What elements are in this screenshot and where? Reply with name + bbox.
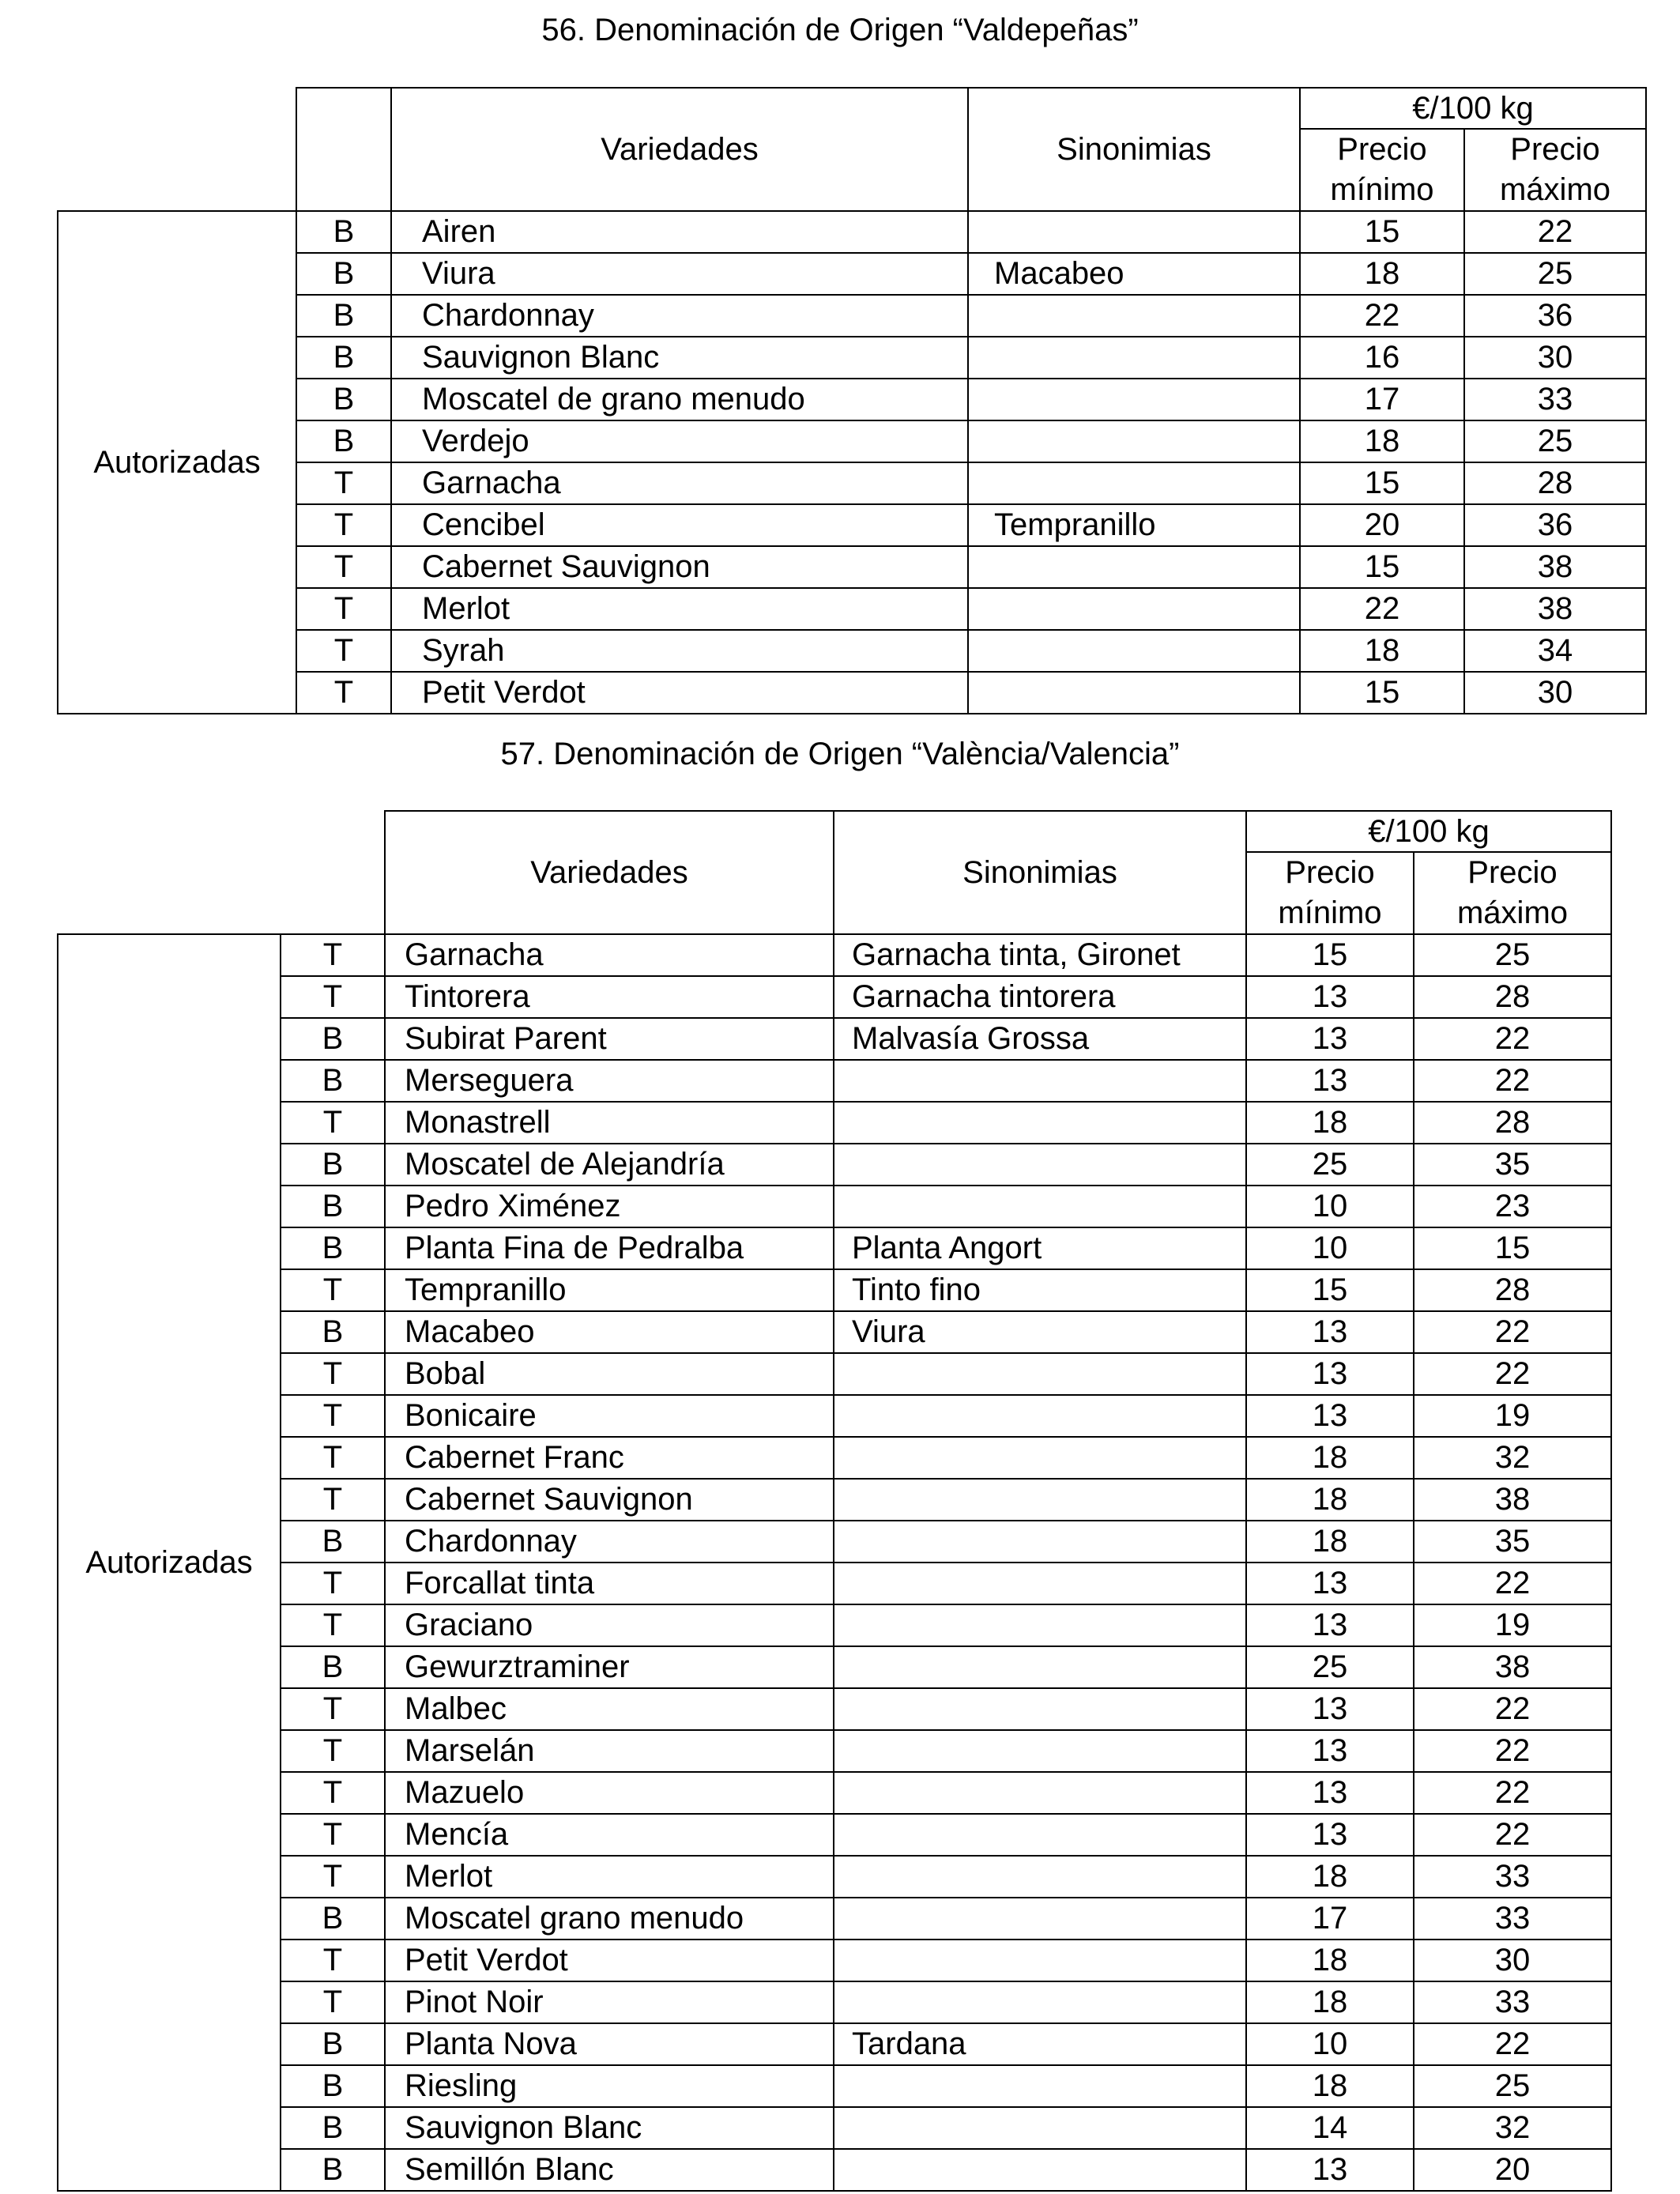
color-cell: T xyxy=(281,934,385,976)
max-price-cell: 36 xyxy=(1464,295,1646,337)
color-cell: B xyxy=(281,1646,385,1688)
min-price-cell: 18 xyxy=(1246,1981,1414,2023)
color-cell: T xyxy=(281,1772,385,1814)
min-price-cell: 15 xyxy=(1300,672,1464,714)
max-price-cell: 25 xyxy=(1464,253,1646,295)
min-price-cell: 18 xyxy=(1246,1856,1414,1898)
min-price-cell: 10 xyxy=(1246,1227,1414,1269)
variety-cell: Petit Verdot xyxy=(385,1940,834,1981)
color-cell: T xyxy=(281,1688,385,1730)
max-price-cell: 28 xyxy=(1464,462,1646,504)
synonym-cell: Garnacha tinta, Gironet xyxy=(834,934,1246,976)
min-price-cell: 13 xyxy=(1246,1353,1414,1395)
max-price-cell: 22 xyxy=(1414,1730,1611,1772)
synonym-cell xyxy=(834,1856,1246,1898)
min-price-cell: 18 xyxy=(1300,253,1464,295)
synonym-cell xyxy=(834,1102,1246,1144)
table-row xyxy=(58,1604,1611,1646)
table-row xyxy=(58,934,1611,976)
color-cell: B xyxy=(296,337,391,379)
variety-cell: Garnacha xyxy=(385,934,834,976)
table-row xyxy=(58,976,1611,1018)
table-row xyxy=(58,211,1646,253)
variety-cell: Forcallat tinta xyxy=(385,1563,834,1604)
table-row xyxy=(58,1186,1611,1227)
synonyms-header: Sinonimias xyxy=(968,88,1300,211)
table-row xyxy=(58,1688,1611,1730)
synonym-cell xyxy=(834,2065,1246,2107)
table-row xyxy=(58,2065,1611,2107)
min-price-cell: 20 xyxy=(1300,504,1464,546)
synonym-cell: Tempranillo xyxy=(968,504,1300,546)
min-price-cell: 22 xyxy=(1300,588,1464,630)
min-price-cell: 13 xyxy=(1246,1395,1414,1437)
variety-cell: Subirat Parent xyxy=(385,1018,834,1060)
color-header xyxy=(296,88,391,211)
variety-cell: Airen xyxy=(391,211,968,253)
variety-cell: Merlot xyxy=(391,588,968,630)
max-price-header: Precio máximo xyxy=(1414,852,1611,934)
color-cell: T xyxy=(281,1437,385,1479)
synonym-cell xyxy=(834,2107,1246,2149)
table-row xyxy=(58,2107,1611,2149)
min-price-cell: 10 xyxy=(1246,1186,1414,1227)
min-price-cell: 13 xyxy=(1246,1311,1414,1353)
min-price-cell: 16 xyxy=(1300,337,1464,379)
max-price-cell: 38 xyxy=(1464,588,1646,630)
max-price-cell: 28 xyxy=(1414,1269,1611,1311)
min-price-cell: 13 xyxy=(1246,1018,1414,1060)
max-price-cell: 30 xyxy=(1464,337,1646,379)
variety-cell: Moscatel de grano menudo xyxy=(391,379,968,420)
min-price-cell: 14 xyxy=(1246,2107,1414,2149)
color-cell: T xyxy=(281,1563,385,1604)
synonym-cell xyxy=(968,672,1300,714)
synonym-cell xyxy=(968,211,1300,253)
table-row xyxy=(58,1646,1611,1688)
color-cell: T xyxy=(296,546,391,588)
table-row xyxy=(58,2149,1611,2191)
color-cell: B xyxy=(281,1311,385,1353)
color-cell: B xyxy=(281,2107,385,2149)
variety-cell: Macabeo xyxy=(385,1311,834,1353)
min-price-cell: 15 xyxy=(1246,1269,1414,1311)
max-price-cell: 38 xyxy=(1464,546,1646,588)
min-price-cell: 13 xyxy=(1246,1730,1414,1772)
table-row xyxy=(58,1772,1611,1814)
color-cell: T xyxy=(281,1730,385,1772)
synonym-cell xyxy=(834,1395,1246,1437)
max-price-cell: 25 xyxy=(1414,934,1611,976)
variety-cell: Sauvignon Blanc xyxy=(391,337,968,379)
table-row xyxy=(58,337,1646,379)
empty-corner xyxy=(58,88,296,211)
variety-cell: Riesling xyxy=(385,2065,834,2107)
variety-cell: Petit Verdot xyxy=(391,672,968,714)
max-price-cell: 15 xyxy=(1414,1227,1611,1269)
color-cell: B xyxy=(281,1018,385,1060)
color-cell: B xyxy=(281,1898,385,1940)
table-row xyxy=(58,1018,1611,1060)
min-price-header: Precio mínimo xyxy=(1246,852,1414,934)
min-price-cell: 18 xyxy=(1246,1479,1414,1521)
variety-cell: Gewurztraminer xyxy=(385,1646,834,1688)
max-price-cell: 33 xyxy=(1414,1981,1611,2023)
max-price-cell: 22 xyxy=(1414,1772,1611,1814)
table-row xyxy=(58,1940,1611,1981)
synonym-cell xyxy=(834,1479,1246,1521)
synonym-cell xyxy=(834,1814,1246,1856)
variety-cell: Planta Fina de Pedralba xyxy=(385,1227,834,1269)
min-price-cell: 10 xyxy=(1246,2023,1414,2065)
max-price-cell: 34 xyxy=(1464,630,1646,672)
max-price-cell: 35 xyxy=(1414,1144,1611,1186)
table-row xyxy=(58,462,1646,504)
color-cell: B xyxy=(281,1144,385,1186)
color-cell: B xyxy=(296,211,391,253)
synonym-cell xyxy=(834,1688,1246,1730)
table-row xyxy=(58,1269,1611,1311)
table-row xyxy=(58,1311,1611,1353)
table-56-title: 56. Denominación de Origen “Valdepeñas” xyxy=(541,13,1139,47)
color-cell: T xyxy=(296,462,391,504)
color-cell: T xyxy=(296,504,391,546)
table-row xyxy=(58,2023,1611,2065)
color-cell: T xyxy=(281,1479,385,1521)
color-cell: B xyxy=(281,1227,385,1269)
table-row xyxy=(58,504,1646,546)
variety-cell: Merlot xyxy=(385,1856,834,1898)
synonym-cell xyxy=(834,1772,1246,1814)
synonym-cell xyxy=(968,630,1300,672)
min-price-cell: 17 xyxy=(1246,1898,1414,1940)
table-57-body xyxy=(58,934,1611,2191)
max-price-cell: 23 xyxy=(1414,1186,1611,1227)
variety-cell: Chardonnay xyxy=(391,295,968,337)
max-price-cell: 32 xyxy=(1414,1437,1611,1479)
color-cell: T xyxy=(296,672,391,714)
max-price-cell: 22 xyxy=(1414,1060,1611,1102)
table-row xyxy=(58,1521,1611,1563)
synonyms-header: Sinonimias xyxy=(834,811,1246,934)
table-57-title: 57. Denominación de Origen “València/Valencia” xyxy=(500,737,1180,771)
max-price-cell: 25 xyxy=(1464,420,1646,462)
min-price-cell: 13 xyxy=(1246,1060,1414,1102)
color-cell: B xyxy=(296,295,391,337)
max-price-cell: 38 xyxy=(1414,1646,1611,1688)
color-cell: T xyxy=(296,630,391,672)
table-row xyxy=(58,1144,1611,1186)
color-cell: T xyxy=(296,588,391,630)
synonym-cell: Garnacha tintorera xyxy=(834,976,1246,1018)
table-row xyxy=(58,420,1646,462)
max-price-cell: 32 xyxy=(1414,2107,1611,2149)
table-row xyxy=(58,1981,1611,2023)
min-price-cell: 13 xyxy=(1246,1563,1414,1604)
variety-cell: Sauvignon Blanc xyxy=(385,2107,834,2149)
max-price-cell: 36 xyxy=(1464,504,1646,546)
min-price-cell: 18 xyxy=(1246,1102,1414,1144)
variety-cell: Malbec xyxy=(385,1688,834,1730)
table-row xyxy=(58,1395,1611,1437)
min-price-cell: 18 xyxy=(1246,1437,1414,1479)
synonym-cell xyxy=(834,1353,1246,1395)
color-cell: T xyxy=(281,1814,385,1856)
table-row xyxy=(58,1102,1611,1144)
variety-cell: Verdejo xyxy=(391,420,968,462)
min-price-cell: 25 xyxy=(1246,1646,1414,1688)
max-price-cell: 38 xyxy=(1414,1479,1611,1521)
synonym-cell: Malvasía Grossa xyxy=(834,1018,1246,1060)
variety-cell: Mencía xyxy=(385,1814,834,1856)
color-cell: T xyxy=(281,1604,385,1646)
color-cell: T xyxy=(281,1102,385,1144)
color-cell: B xyxy=(296,379,391,420)
variety-cell: Moscatel de Alejandría xyxy=(385,1144,834,1186)
color-cell: B xyxy=(281,1060,385,1102)
min-price-cell: 13 xyxy=(1246,1604,1414,1646)
table-row xyxy=(58,1898,1611,1940)
synonym-cell xyxy=(834,1898,1246,1940)
variety-cell: Cabernet Sauvignon xyxy=(391,546,968,588)
table-row xyxy=(58,1227,1611,1269)
synonym-cell xyxy=(834,1437,1246,1479)
varieties-header: Variedades xyxy=(391,88,968,211)
synonym-cell xyxy=(834,1646,1246,1688)
max-price-cell: 28 xyxy=(1414,976,1611,1018)
synonym-cell: Tardana xyxy=(834,2023,1246,2065)
min-price-cell: 15 xyxy=(1300,462,1464,504)
table-row xyxy=(58,672,1646,714)
group-label: Autorizadas xyxy=(58,211,296,714)
variety-cell: Pinot Noir xyxy=(385,1981,834,2023)
min-price-cell: 13 xyxy=(1246,976,1414,1018)
group-label: Autorizadas xyxy=(58,934,281,2191)
color-cell: T xyxy=(281,976,385,1018)
variety-cell: Pedro Ximénez xyxy=(385,1186,834,1227)
min-price-cell: 18 xyxy=(1246,2065,1414,2107)
color-cell: B xyxy=(281,2065,385,2107)
min-price-cell: 13 xyxy=(1246,1772,1414,1814)
table-56-body xyxy=(58,211,1646,714)
variety-cell: Mazuelo xyxy=(385,1772,834,1814)
price-unit-header: €/100 kg xyxy=(1246,811,1611,852)
min-price-header: Precio mínimo xyxy=(1300,129,1464,211)
table-row xyxy=(58,253,1646,295)
max-price-cell: 20 xyxy=(1414,2149,1611,2191)
table-56 xyxy=(57,87,1647,714)
synonym-cell xyxy=(834,1730,1246,1772)
table-row xyxy=(58,1353,1611,1395)
synonym-cell xyxy=(968,379,1300,420)
color-cell: T xyxy=(281,1353,385,1395)
color-cell: B xyxy=(281,1186,385,1227)
table-row xyxy=(58,1814,1611,1856)
max-price-cell: 22 xyxy=(1414,1814,1611,1856)
table-57 xyxy=(57,810,1612,2192)
min-price-cell: 18 xyxy=(1246,1521,1414,1563)
min-price-cell: 25 xyxy=(1246,1144,1414,1186)
varieties-header: Variedades xyxy=(385,811,834,934)
max-price-header: Precio máximo xyxy=(1464,129,1646,211)
synonym-cell: Tinto fino xyxy=(834,1269,1246,1311)
max-price-cell: 33 xyxy=(1414,1856,1611,1898)
variety-cell: Monastrell xyxy=(385,1102,834,1144)
max-price-cell: 22 xyxy=(1414,1563,1611,1604)
variety-cell: Tintorera xyxy=(385,976,834,1018)
synonym-cell xyxy=(834,1940,1246,1981)
synonym-cell: Planta Angort xyxy=(834,1227,1246,1269)
max-price-cell: 35 xyxy=(1414,1521,1611,1563)
variety-cell: Syrah xyxy=(391,630,968,672)
color-cell: B xyxy=(296,253,391,295)
table-row xyxy=(58,1563,1611,1604)
color-cell: T xyxy=(281,1856,385,1898)
variety-cell: Bobal xyxy=(385,1353,834,1395)
table-row xyxy=(58,1060,1611,1102)
color-cell: T xyxy=(281,1269,385,1311)
min-price-cell: 13 xyxy=(1246,1814,1414,1856)
min-price-cell: 18 xyxy=(1246,1940,1414,1981)
table-row xyxy=(58,1730,1611,1772)
synonym-cell xyxy=(834,1186,1246,1227)
synonym-cell xyxy=(834,1563,1246,1604)
variety-cell: Merseguera xyxy=(385,1060,834,1102)
color-cell: B xyxy=(281,1521,385,1563)
variety-cell: Chardonnay xyxy=(385,1521,834,1563)
synonym-cell xyxy=(968,588,1300,630)
variety-cell: Semillón Blanc xyxy=(385,2149,834,2191)
max-price-cell: 22 xyxy=(1414,2023,1611,2065)
synonym-cell xyxy=(968,546,1300,588)
synonym-cell xyxy=(834,2149,1246,2191)
variety-cell: Bonicaire xyxy=(385,1395,834,1437)
max-price-cell: 33 xyxy=(1414,1898,1611,1940)
variety-cell: Marselán xyxy=(385,1730,834,1772)
table-row xyxy=(58,295,1646,337)
variety-cell: Cabernet Franc xyxy=(385,1437,834,1479)
variety-cell: Garnacha xyxy=(391,462,968,504)
synonym-cell xyxy=(834,1521,1246,1563)
min-price-cell: 13 xyxy=(1246,2149,1414,2191)
synonym-cell xyxy=(968,337,1300,379)
min-price-cell: 18 xyxy=(1300,630,1464,672)
table-row xyxy=(58,546,1646,588)
max-price-cell: 19 xyxy=(1414,1604,1611,1646)
table-row xyxy=(58,1856,1611,1898)
variety-cell: Graciano xyxy=(385,1604,834,1646)
variety-cell: Planta Nova xyxy=(385,2023,834,2065)
synonym-cell xyxy=(968,295,1300,337)
table-row xyxy=(58,630,1646,672)
table-row xyxy=(58,588,1646,630)
synonym-cell xyxy=(834,1144,1246,1186)
max-price-cell: 28 xyxy=(1414,1102,1611,1144)
min-price-cell: 15 xyxy=(1246,934,1414,976)
max-price-cell: 22 xyxy=(1414,1311,1611,1353)
color-cell: B xyxy=(296,420,391,462)
synonym-cell: Macabeo xyxy=(968,253,1300,295)
min-price-cell: 22 xyxy=(1300,295,1464,337)
variety-cell: Viura xyxy=(391,253,968,295)
table-row xyxy=(58,1437,1611,1479)
synonym-cell xyxy=(834,1604,1246,1646)
color-cell: T xyxy=(281,1940,385,1981)
min-price-cell: 15 xyxy=(1300,546,1464,588)
max-price-cell: 25 xyxy=(1414,2065,1611,2107)
min-price-cell: 13 xyxy=(1246,1688,1414,1730)
color-cell: T xyxy=(281,1395,385,1437)
max-price-cell: 30 xyxy=(1464,672,1646,714)
max-price-cell: 22 xyxy=(1414,1688,1611,1730)
synonym-cell: Viura xyxy=(834,1311,1246,1353)
max-price-cell: 33 xyxy=(1464,379,1646,420)
variety-cell: Cabernet Sauvignon xyxy=(385,1479,834,1521)
color-cell: B xyxy=(281,2149,385,2191)
empty-corner xyxy=(58,811,385,934)
max-price-cell: 19 xyxy=(1414,1395,1611,1437)
color-cell: T xyxy=(281,1981,385,2023)
max-price-cell: 30 xyxy=(1414,1940,1611,1981)
min-price-cell: 18 xyxy=(1300,420,1464,462)
table-row xyxy=(58,1479,1611,1521)
max-price-cell: 22 xyxy=(1414,1353,1611,1395)
synonym-cell xyxy=(968,462,1300,504)
variety-cell: Moscatel grano menudo xyxy=(385,1898,834,1940)
synonym-cell xyxy=(834,1981,1246,2023)
synonym-cell xyxy=(968,420,1300,462)
max-price-cell: 22 xyxy=(1464,211,1646,253)
min-price-cell: 15 xyxy=(1300,211,1464,253)
variety-cell: Tempranillo xyxy=(385,1269,834,1311)
min-price-cell: 17 xyxy=(1300,379,1464,420)
max-price-cell: 22 xyxy=(1414,1018,1611,1060)
price-unit-header: €/100 kg xyxy=(1300,88,1646,129)
table-row xyxy=(58,379,1646,420)
variety-cell: Cencibel xyxy=(391,504,968,546)
color-cell: B xyxy=(281,2023,385,2065)
synonym-cell xyxy=(834,1060,1246,1102)
